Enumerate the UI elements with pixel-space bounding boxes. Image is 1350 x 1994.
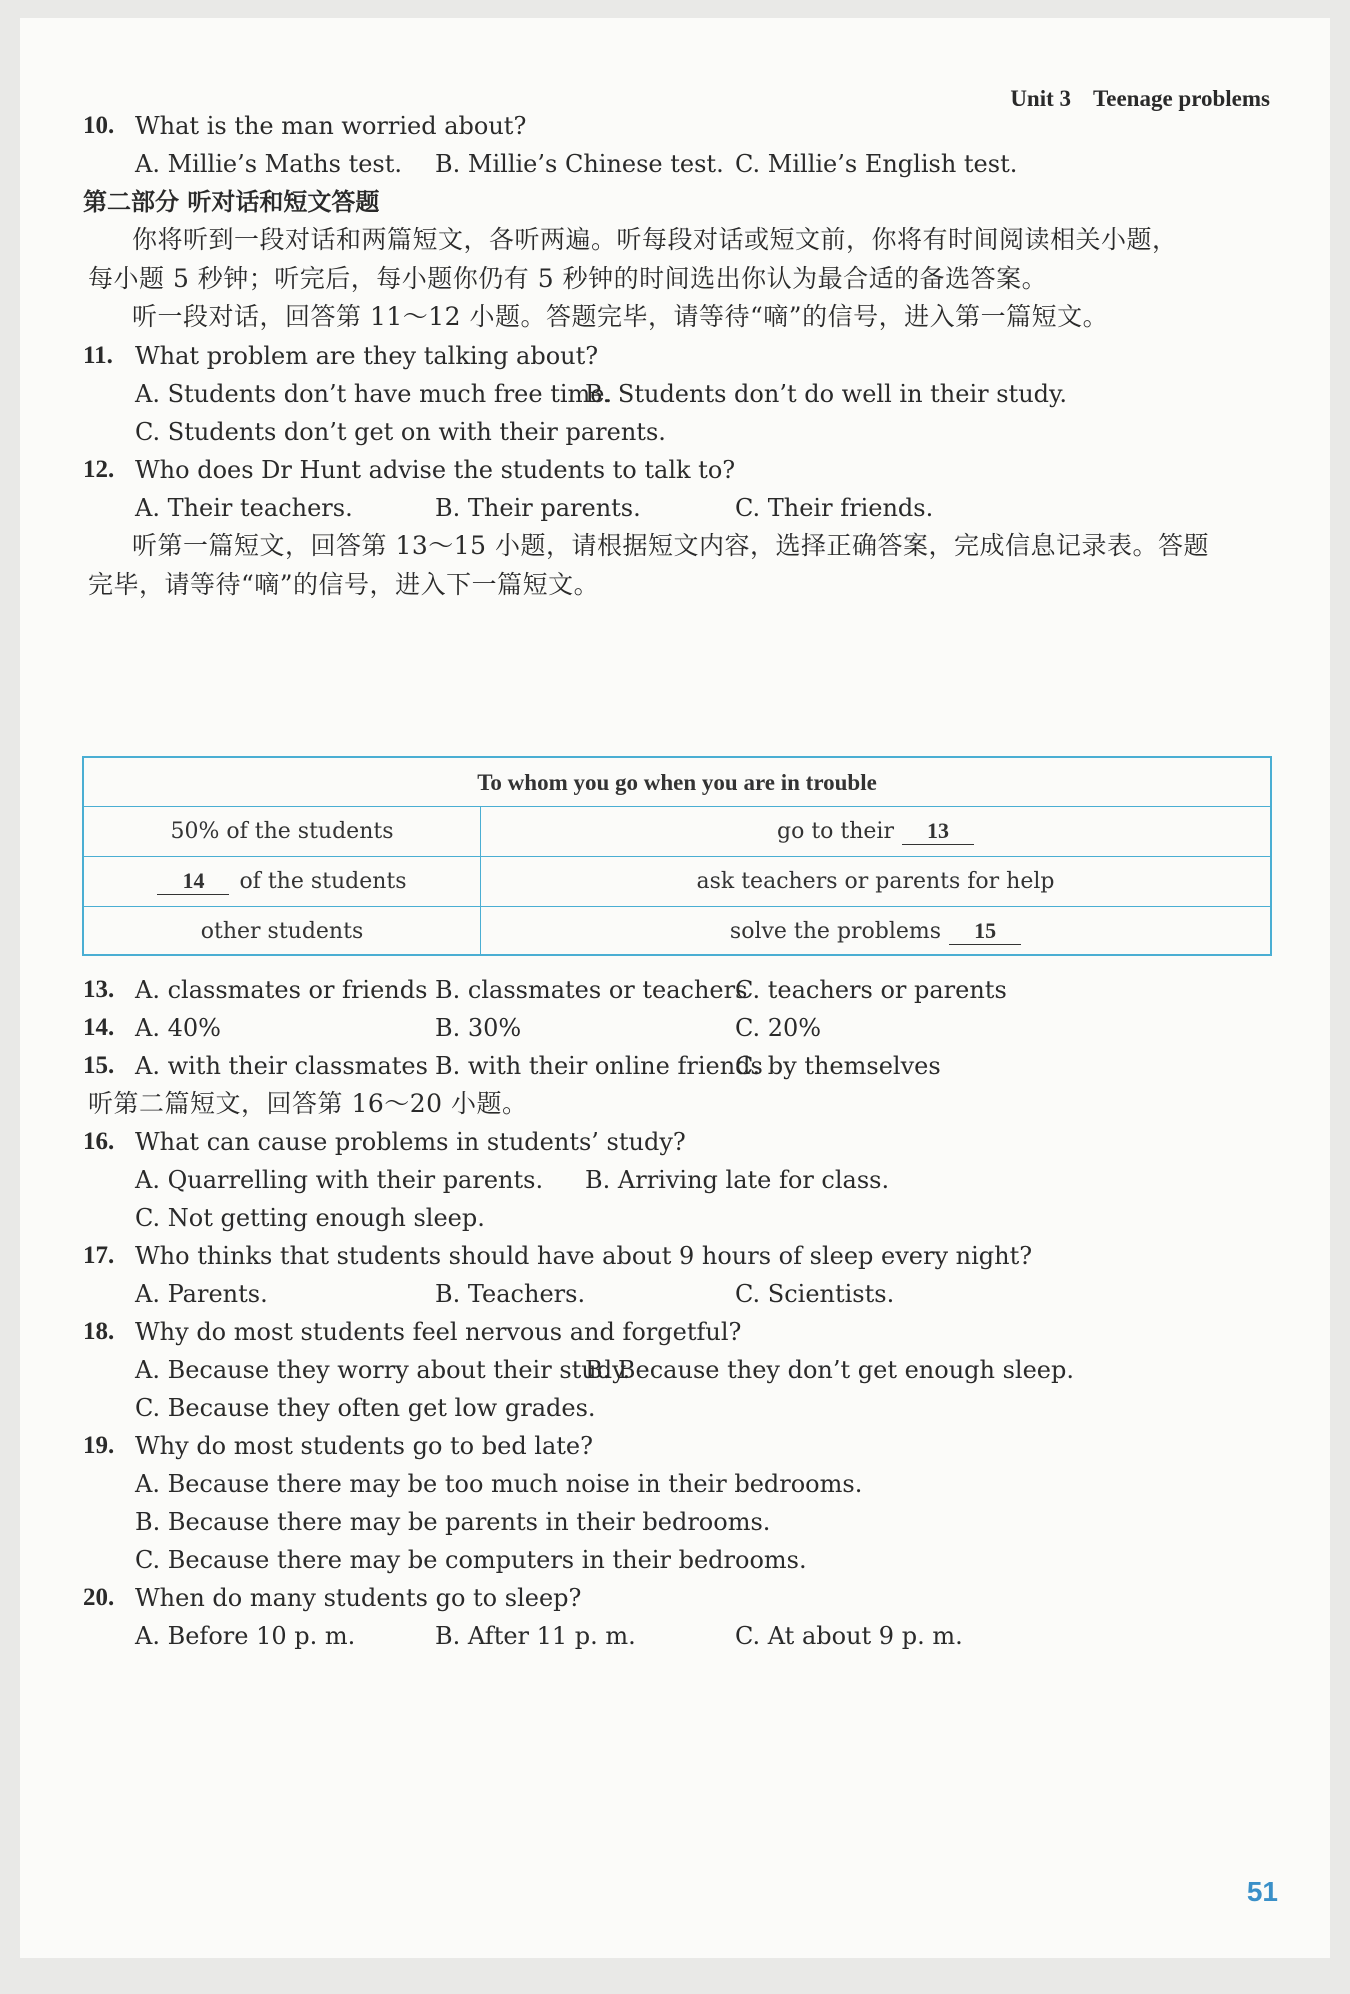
instruction-line: 听第一篇短文，回答第 13～15 小题，请根据短文内容，选择正确答案，完成信息记录表。答题 [132, 531, 1210, 560]
table-cell: 50% of the students [84, 807, 481, 856]
header-unit: Unit 3 [1010, 86, 1072, 111]
option-a[interactable]: A. Quarrelling with their parents. [135, 1166, 544, 1194]
question-number: 14. [83, 1014, 115, 1041]
question-number: 16. [83, 1128, 115, 1155]
question-number: 20. [83, 1584, 115, 1611]
option-c[interactable]: C. Because there may be computers in their bedrooms. [135, 1546, 807, 1574]
option-b[interactable]: B. Because there may be parents in their bedrooms. [135, 1508, 771, 1536]
option-c[interactable]: C. Millie’s English test. [735, 150, 1018, 178]
question-number: 19. [83, 1432, 115, 1459]
question-number: 17. [83, 1242, 115, 1269]
option-a[interactable]: A. Millie’s Maths test. [135, 150, 403, 178]
cell-text: go to their [777, 819, 894, 844]
cell-text: of the students [239, 869, 407, 894]
option-b[interactable]: B. Arriving late for class. [585, 1166, 890, 1194]
answer-blank-15[interactable]: 15 [949, 918, 1021, 945]
option-a[interactable]: A. Parents. [135, 1280, 268, 1308]
table-title: To whom you go when you are in trouble [477, 770, 877, 795]
question-text: Why do most students feel nervous and forgetful? [135, 1318, 742, 1346]
option-a[interactable]: A. Because they worry about their study. [135, 1356, 631, 1384]
table-row [84, 806, 1270, 856]
answer-blank-13[interactable]: 13 [902, 818, 974, 845]
table-cell [481, 807, 1270, 856]
option-b[interactable]: B. Students don’t do well in their study. [585, 380, 1068, 408]
option-c[interactable]: C. Students don’t get on with their parents. [135, 418, 666, 446]
instruction-line: 每小题 5 秒钟；听完后，每小题你仍有 5 秒钟的时间选出你认为最合适的备选答案。 [88, 264, 1048, 293]
table-cell: ask teachers or parents for help [696, 869, 1055, 894]
option-c[interactable]: C. Scientists. [735, 1280, 895, 1308]
header-title: Teenage problems [1093, 86, 1270, 111]
option-a[interactable]: A. Their teachers. [135, 494, 353, 522]
answer-blank-14[interactable]: 14 [157, 868, 229, 895]
option-b[interactable]: B. 30% [435, 1014, 522, 1042]
question-text: When do many students go to sleep? [135, 1584, 582, 1612]
question-text: What can cause problems in students’ study? [135, 1128, 686, 1156]
cell-text: solve the problems [729, 919, 942, 944]
option-b[interactable]: B. Teachers. [435, 1280, 586, 1308]
option-a[interactable]: A. Students don’t have much free time. [135, 380, 613, 408]
page-number: 51 [1246, 1876, 1278, 1907]
question-text: What is the man worried about? [135, 112, 527, 140]
option-a[interactable]: A. with their classmates [135, 1052, 428, 1080]
option-a[interactable]: A. 40% [135, 1014, 221, 1042]
option-c[interactable]: C. teachers or parents [735, 976, 1007, 1004]
option-b[interactable]: B. with their online friends [435, 1052, 763, 1080]
instruction-line: 你将听到一段对话和两篇短文，各听两遍。听每段对话或短文前，你将有时间阅读相关小题， [132, 225, 1178, 254]
running-header [1010, 86, 1270, 112]
table-row [84, 856, 1270, 906]
question-text: What problem are they talking about? [135, 342, 599, 370]
option-b[interactable]: B. After 11 p. m. [435, 1622, 636, 1650]
question-text: Who thinks that students should have about 9 hours of sleep every night? [135, 1242, 1033, 1270]
option-b[interactable]: B. Millie’s Chinese test. [435, 150, 724, 178]
option-c[interactable]: C. 20% [735, 1014, 822, 1042]
table-cell [481, 907, 1270, 956]
option-b[interactable]: B. Their parents. [435, 494, 641, 522]
question-number: 12. [83, 456, 115, 483]
option-b[interactable]: B. Because they don’t get enough sleep. [585, 1356, 1074, 1384]
question-number: 11. [83, 342, 113, 369]
option-c[interactable]: C. Because they often get low grades. [135, 1394, 596, 1422]
option-c[interactable]: C. At about 9 p. m. [735, 1622, 963, 1650]
question-text: Who does Dr Hunt advise the students to talk to? [135, 456, 736, 484]
question-number: 10. [83, 112, 115, 139]
table-row [84, 906, 1270, 956]
section-title: 第二部分 听对话和短文答题 [83, 188, 380, 216]
option-c[interactable]: C. Their friends. [735, 494, 934, 522]
table-cell [84, 857, 481, 906]
option-b[interactable]: B. classmates or teachers [435, 976, 748, 1004]
option-a[interactable]: A. classmates or friends [135, 976, 428, 1004]
instruction-line: 完毕，请等待“嘀”的信号，进入下一篇短文。 [88, 570, 600, 599]
option-c[interactable]: C. by themselves [735, 1052, 941, 1080]
instruction-line: 听一段对话，回答第 11～12 小题。答题完毕，请等待“嘀”的信号，进入第一篇短文。 [132, 302, 1109, 331]
option-a[interactable]: A. Because there may be too much noise in their bedrooms. [135, 1470, 863, 1498]
question-number: 15. [83, 1052, 115, 1079]
page [20, 18, 1330, 1958]
question-text: Why do most students go to bed late? [135, 1432, 594, 1460]
option-c[interactable]: C. Not getting enough sleep. [135, 1204, 485, 1232]
question-number: 18. [83, 1318, 115, 1345]
question-number: 13. [83, 976, 115, 1003]
info-table [82, 756, 1272, 956]
instruction-line: 听第二篇短文，回答第 16～20 小题。 [88, 1089, 528, 1118]
option-a[interactable]: A. Before 10 p. m. [135, 1622, 356, 1650]
table-cell: other students [84, 907, 481, 956]
